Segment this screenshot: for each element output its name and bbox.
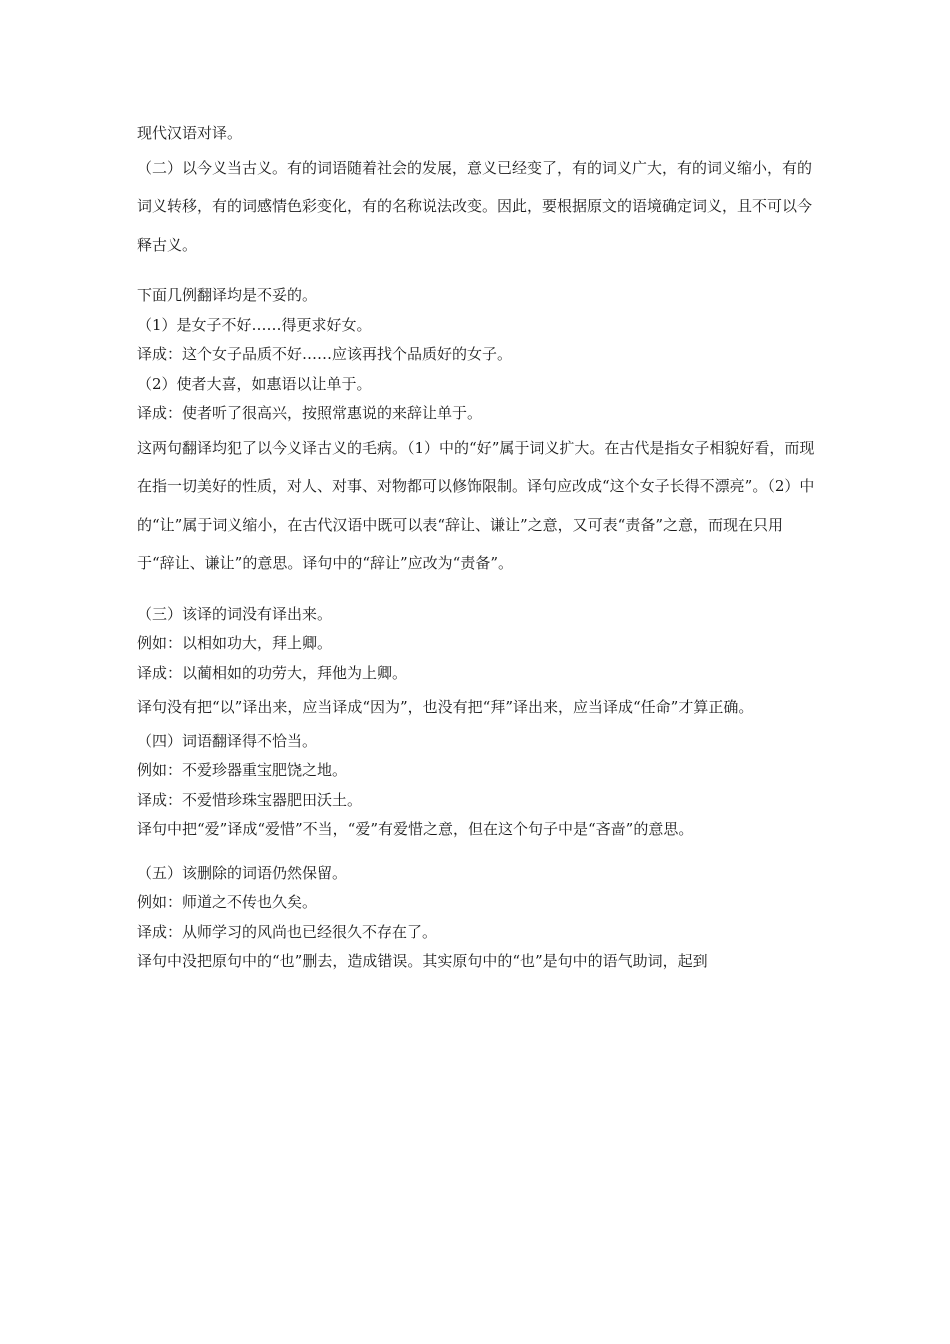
paragraph-example-1: （1）是女子不好……得更求好女。: [137, 315, 372, 334]
paragraph-translation-2: 译成：使者听了很高兴，按照常惠说的来辞让单于。: [137, 404, 483, 422]
paragraph-example-4: 例如：不爱珍器重宝肥饶之地。: [137, 761, 348, 779]
paragraph-example-3: 例如：以相如功大，拜上卿。: [137, 634, 333, 652]
paragraph-analysis-1: 这两句翻译均犯了以今义译古义的毛病。（1）中的“好”属于词义扩大。在古代是指女子相貌好看，而现在指一切美好的性质，对人、对事、对物都可以修饰限制。译句应改成“这个女子长得不漂亮”。（2）中的“让”属于词义缩小，在古代汉语中既可以表“辞让、谦让”之意，又可表“责备”之意，而现在只用于“辞让、谦让”的意思。译句中的“辞让”应改为“责备”。: [137, 438, 815, 572]
paragraph-translation-4: 译成：不爱惜珍珠宝器肥田沃土。: [137, 790, 363, 809]
paragraph-intro-tail: 现代汉语对译。: [137, 124, 243, 142]
paragraph-analysis-4: 译句中把“爱”译成“爱惜”不当，“爱”有爱惜之意，但在这个句子中是“吝啬”的意思。: [137, 820, 694, 838]
paragraph-examples-lead: 下面几例翻译均是不妥的。: [137, 286, 318, 304]
paragraph-analysis-5: 译句中没把原句中的“也”删去，造成错误。其实原句中的“也”是句中的语气助词，起到: [137, 952, 708, 970]
paragraph-example-5: 例如：师道之不传也久矣。: [137, 893, 318, 911]
paragraph-analysis-3: 译句没有把“以”译出来，应当译成“因为”，也没有把“拜”译出来，应当译成“任命”才算正确。: [137, 698, 754, 716]
document-body: [137, 119, 815, 977]
paragraph-section-3: （三）该译的词没有译出来。: [137, 604, 333, 623]
paragraph-section-5: （五）该删除的词语仍然保留。: [137, 863, 348, 882]
paragraph-example-2: （2）使者大喜，如惠语以让单于。: [137, 374, 372, 393]
paragraph-translation-1: 译成：这个女子品质不好……应该再找个品质好的女子。: [137, 345, 513, 363]
paragraph-translation-5: 译成：从师学习的风尚也已经很久不存在了。: [137, 922, 438, 941]
paragraph-section-2: （二）以今义当古义。有的词语随着社会的发展，意义已经变了，有的词义广大，有的词义缩小，有的词义转移，有的词感情色彩变化，有的名称说法改变。因此，要根据原文的语境确定词义，且不可以今释古义。: [137, 158, 813, 254]
paragraph-translation-3: 译成：以蔺相如的功劳大，拜他为上卿。: [137, 663, 408, 682]
paragraph-section-4: （四）词语翻译得不恰当。: [137, 731, 318, 750]
